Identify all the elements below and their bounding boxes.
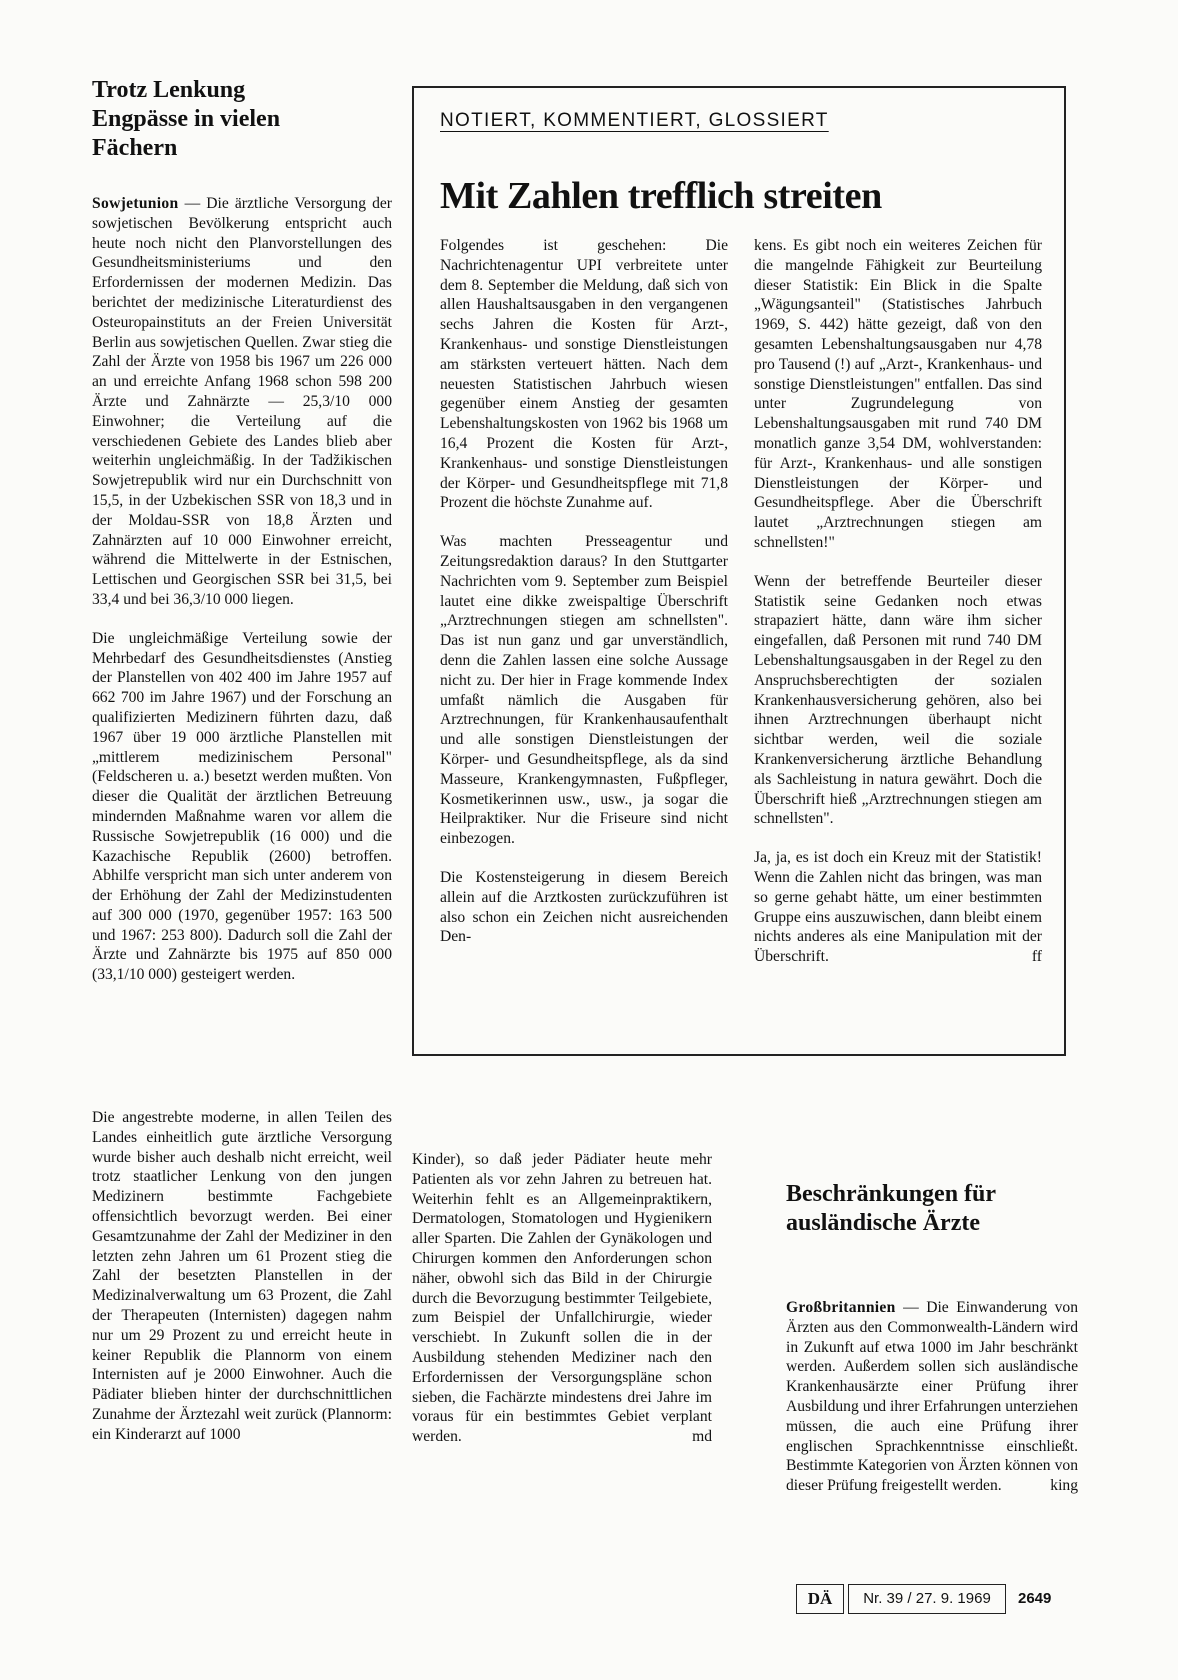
commentary-column-2 xyxy=(754,236,1042,967)
paragraph: Was machten Presseagentur und Zeitungsredaktion daraus? In den Stuttgarter Nachrichten vom 9. September zum Beispiel lautet eine dikke zweispaltige Überschrift „Arztrechnungen stiegen am schnellsten". Das ist nun ganz und gar unverständlich, denn die Zahlen lassen eine solche Aussage nicht zu. Der hier in Frage kommende Index umfaßt nämlich die Ausgaben für Arztrechnungen, für Krankenhausaufenthalt und alle sonstigen Dienstleistungen der Körper- und Gesundheitspflege, als da sind Masseure, Krankengymnasten, Fußpfleger, Kosmetikerinnen usw., usw., ja sogar die Heilpraktiker. Nur die Friseure sind nicht einbezogen. xyxy=(440,533,728,848)
paragraph xyxy=(92,194,392,610)
signature: md xyxy=(692,1428,712,1446)
paragraph: kens. Es gibt noch ein weiteres Zeichen für die mangelnde Fähigkeit zur Beurteilung dieser Statistik: Ein Blick in die Spalte „Wägungsanteil" (Statistisches Jahrbuch 1969, S. 442) hätte gezeigt, daß von den gesamten Lebenshaltungsausgaben nur 4,78 pro Tausend (!) auf „Arzt-, Krankenhaus- und sonstige Dienstleistungen" entfallen. Das sind unter Zugrundelegung von Lebenshaltungsausgaben mit rund 740 DM monatlich ganze 3,54 DM, wohlverstanden: für Arzt-, Krankenhaus- und alle sonstigen Dienstleistungen der Körper- und Gesundheitspflege. Aber die Überschrift lautet „Arztrechnungen stiegen am schnellsten!" xyxy=(754,237,1042,551)
article-column-left-bottom xyxy=(92,1108,392,1445)
commentary-box xyxy=(412,86,1066,1056)
paragraph xyxy=(786,1298,1078,1496)
paragraph: Die Kostensteigerung in diesem Bereich allein auf die Arztkosten zurückzuführen ist also schon ein Zeichen nicht ausreichenden Den- xyxy=(440,868,728,946)
issue-number: Nr. 39 / 27. 9. 1969 xyxy=(848,1584,1006,1614)
paragraph xyxy=(754,848,1042,967)
paragraph-text: — Die ärztliche Versorgung der sowjetischen Bevölkerung entspricht auch heute noch nicht den Planvorstellungen des Gesundheitsministeriums und den Erfordernissen der modernen Medizin. Das berichtet der medizinische Literaturdienst des Osteuropainstituts an der Freien Universität Berlin aus sowjetischen Quellen. Zwar stieg die Zahl der Ärzte von 1958 bis 1967 um 226 000 an und erreichte Anfang 1968 schon 598 200 Ärzte und Zahnärzte — 25,3/10 000 Einwohner; die Verteilung auf die verschiedenen Gebiete des Landes blieb aber weiterhin ungleichmäßig. In der Tadžikischen Sowjetrepublik wird nur ein Durchschnitt von 15,5, in der Uzbekischen SSR von 18,3 und in der Moldau-SSR von 18,8 Ärzten und Zahnärzten auf 10 000 Einwohner erreicht, während die Mittelwerte in der Estnischen, Lettischen und Georgischen SSR bei 31,5, bei 33,4 und bei 36,3/10 000 liegen. xyxy=(92,195,392,608)
paragraph: Die angestrebte moderne, in allen Teilen des Landes einheitlich gute ärztliche Versorgung wurde bisher auch deshalb nicht erreicht, weil trotz staatlicher Lenkung von den jungen Medizinern bestimmte Fachgebiete offensichtlich bevorzugt werden. Bei einer Gesamtzunahme der Zahl der Mediziner in den letzten zehn Jahren um 61 Prozent stieg die Zahl der besetzten Planstellen in der Medizinalverwaltung um 63 Prozent, die Zahl der Therapeuten (Internisten) dagegen nahm nur um 29 Prozent zu und erreicht heute in keiner Republik die Plannorm von einem Internisten auf je 2000 Einwohner. Auch die Pädiater blieben hinter der durchschnittlichen Zunahme der Ärztezahl weit zurück (Plannorm: ein Kinderarzt auf 1000 xyxy=(92,1109,392,1443)
lead-word: Großbritannien xyxy=(786,1299,896,1316)
section-kicker: NOTIERT, KOMMENTIERT, GLOSSIERT xyxy=(440,110,829,131)
headline-sowjetunion: Trotz Lenkung Engpässe in vielen Fächern xyxy=(92,77,281,161)
paragraph-text: Kinder), so daß jeder Pädiater heute mehr Patienten als vor zehn Jahren zu betreuen hat. Weiterhin fehlt es an Allgemeinpraktikern, Dermatologen, Stomatologen und Hygienikern aller Sparten. Die Zahlen der Gynäkologen und Chirurgen kommen den Anforderungen schon näher, obwohl sich das Bild in der Chirurgie durch die Bevorzugung bestimmter Teilgebiete, zum Beispiel der Unfallchirurgie, wieder verschiebt. In Zukunft sollen die in der Ausbildung stehenden Mediziner nach den Erfordernissen der Versorgungspläne schon sieben, die Fachärzte mindestens drei Jahre im voraus für ein bestimmtes Gebiet verplant werden. xyxy=(412,1151,712,1446)
paragraph xyxy=(412,1150,712,1447)
lead-word: Sowjetunion xyxy=(92,195,179,212)
article-column-right xyxy=(786,1298,1078,1496)
paragraph: Wenn der betreffende Beurteiler dieser Statistik seine Gedanken noch etwas strapaziert hätte, dann wäre ihm sicher eingefallen, daß Personen mit rund 740 DM Lebenshaltungsausgaben in der Regel zu den Anspruchsberechtigten der sozialen Krankenhausversicherung gehören, also bei ihnen Arztrechnungen überhaupt nicht sichtbar werden, weil die soziale Krankenversicherung ärztliche Behandlung als Sachleistung in natura gewährt. Doch die Überschrift hieß „Arztrechnungen stiegen am schnellsten". xyxy=(754,572,1042,828)
commentary-column-1 xyxy=(440,236,728,947)
paragraph: Die ungleichmäßige Verteilung sowie der Mehrbedarf des Gesundheitsdienstes (Anstieg der Planstellen von 402 400 im Jahre 1957 auf 662 700 im Jahre 1967) und der Forschung an qualifizierten Medizinern führten dazu, daß 1967 über 19 000 ärztliche Planstellen mit „mittlerem medizinischem Personal" (Feldscheren u. a.) besetzt werden mußten. Von dieser die Qualität der ärztlichen Betreuung mindernden Maßnahme waren vor allem die Russische Sowjetrepublik (16 000) und die Kazachische Republik (2600) betroffen. Abhilfe verspricht man sich unter anderem von der Erhöhung der Zahl der Medizinstudenten auf 300 000 (1970, gegenüber 1957: 163 500 und 1967: 253 800). Dadurch soll die Zahl der Ärzte und Zahnärzte bis 1975 auf 850 000 (33,1/10 000) gesteigert werden. xyxy=(92,629,392,984)
commentary-title: Mit Zahlen trefflich streiten xyxy=(440,175,882,217)
paragraph-text: Ja, ja, es ist doch ein Kreuz mit der Statistik! Wenn die Zahlen nicht das bringen, was man so gerne gehabt hätte, um einer bestimmten Gruppe eins auszuwischen, dann bleibt einem nichts anderes als eine Manipulation mit der Überschrift. xyxy=(754,849,1042,966)
paragraph: Folgendes ist geschehen: Die Nachrichtenagentur UPI verbreitete unter dem 8. September die Meldung, daß sich von allen Haushaltsausgaben in den vergangenen sechs Jahren die Kosten für Arzt-, Krankenhaus- und sonstige Dienstleistungen am stärksten verteuert hätten. Nach dem neuesten Statistischen Jahrbuch wiesen gegenüber einem Anstieg der gesamten Lebenshaltungskosten von 1962 bis 1968 um 16,4 Prozent die Kosten für Arzt-, Krankenhaus- und sonstige Dienstleistungen der Körper- und Gesundheitspflege mit 71,8 Prozent die höchste Zunahme auf. xyxy=(440,237,728,512)
paragraph-text: — Die Einwanderung von Ärzten aus den Commonwealth-Ländern wird in Zukunft auf etwa 1000 im Jahr beschränkt werden. Außerdem sollen sich ausländische Krankenhausärzte einer Prüfung ihrer Ausbildung und ihrer Erfahrungen unterziehen müssen, die auch eine Prüfung ihrer englischen Sprachkenntnisse einschließt. Bestimmte Kategorien von Ärzten können von dieser Prüfung freigestellt werden. xyxy=(786,1299,1078,1495)
signature: king xyxy=(1050,1477,1078,1495)
headline-grossbritannien: Beschränkungen für ausländische Ärzte xyxy=(786,1181,996,1236)
signature: ff xyxy=(1031,948,1042,966)
article-column-middle-bottom xyxy=(412,1150,712,1447)
article-column-left xyxy=(92,194,392,985)
page-number: 2649 xyxy=(1018,1590,1052,1607)
journal-logo: DÄ xyxy=(796,1584,844,1614)
